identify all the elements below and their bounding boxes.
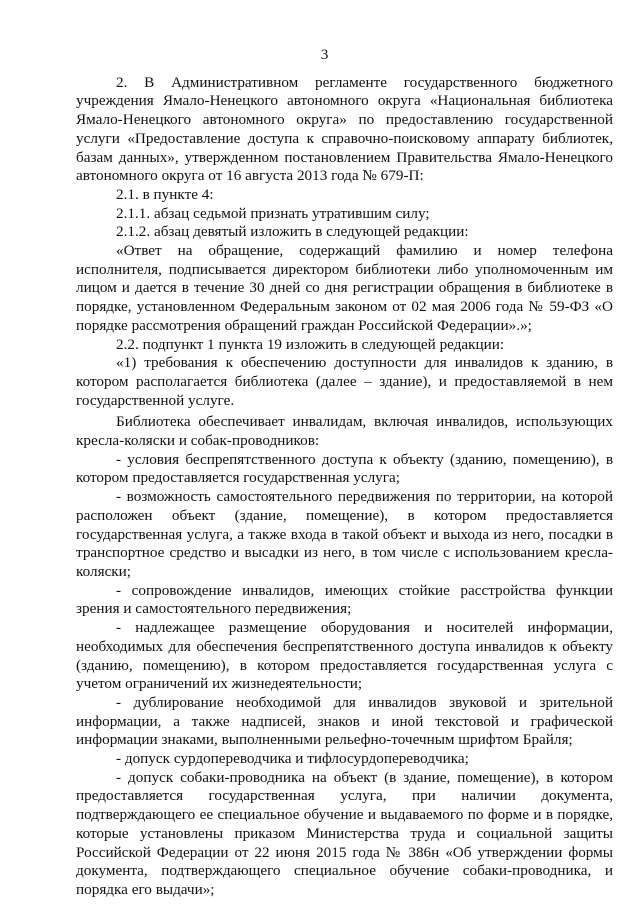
paragraph-2-1-1: 2.1.1. абзац седьмой признать утратившим силу;	[116, 204, 430, 222]
list-item-equipment-placement: - надлежащее размещение оборудования и носителей информации, необходимых для обеспечения беспрепятственного доступа инвалидов к объекту (зданию, помещению), в котором предоставляется государственная услуга с учетом ограничений их жизнедеятельности;	[76, 619, 613, 693]
list-item-movement: - возможность самостоятельного передвижения по территории, на которой расположен объект (здание, помещение), в котором предоставляется государственная услуга, а также входа в такой объект и выхода из него, посадки в транспортное средство и высадки из него, в том числе с использованием кресла-коляски;	[76, 488, 613, 580]
paragraph-library-provides: Библиотека обеспечивает инвалидам, включая инвалидов, использующих кресла-коляски и собак-проводников:	[76, 413, 613, 450]
paragraph-2-2: 2.2. подпункт 1 пункта 19 изложить в следующей редакции:	[116, 335, 505, 353]
list-item-interpreter: - допуск сурдопереводчика и тифлосурдопереводчика;	[116, 750, 469, 768]
list-item-duplication: - дублирование необходимой для инвалидов звуковой и зрительной информации, а также надписей, знаков и иной текстовой и графической информации знаками, выполненными рельефно-точечным шрифтом Брайля;	[76, 693, 613, 749]
list-item-access-conditions: - условия беспрепятственного доступа к объекту (зданию, помещению), в котором предоставляется государственная услуга;	[76, 450, 613, 487]
paragraph-2-1-2: 2.1.2. абзац девятый изложить в следующей редакции:	[116, 223, 469, 241]
page-number: 3	[320, 46, 329, 63]
paragraph-requirements: «1) требования к обеспечению доступности для инвалидов к зданию, в котором располагается библиотека (далее – здание), и предоставляемой в нем государственной услуге.	[76, 354, 613, 409]
list-item-guide-dog: - допуск собаки-проводника на объект (в здание, помещение), в котором предоставляется государственная услуга, при наличии документа, подтверждающего ее специальное обучение и выдаваемого по форме и в порядке, которые установлены приказом Министерства труда и социальной защиты Российской Федерации от 22 июня 2015 года № 386н «Об утверждении формы документа, подтверждающего специальное обучение собаки-проводника, и порядка его выдачи»;	[76, 768, 613, 898]
list-item-escort: - сопровождение инвалидов, имеющих стойкие расстройства функции зрения и самостоятельного передвижения;	[76, 581, 613, 618]
paragraph-2-intro: 2. В Административном регламенте государственного бюджетного учреждения Ямало-Ненецкого автономного округа «Национальная библиотека Ямало-Ненецкого автономного округа» по предоставлению государственной услуги «Предоставление доступа к справочно-поисковому аппарату библиотек, базам данных», утвержденном постановлением Правительства Ямало-Ненецкого автономного округа от 16 августа 2013 года № 679-П:	[76, 73, 613, 185]
paragraph-quote-response: «Ответ на обращение, содержащий фамилию и номер телефона исполнителя, подписывается директором библиотеки либо уполномоченным им лицом и дается в течение 30 дней со дня регистрации обращения в библиотеке в порядке, установленном Федеральным законом от 02 мая 2006 года № 59-ФЗ «О порядке рассмотрения обращений граждан Российской Федерации».»;	[76, 242, 613, 334]
paragraph-2-1: 2.1. в пункте 4:	[116, 185, 214, 203]
